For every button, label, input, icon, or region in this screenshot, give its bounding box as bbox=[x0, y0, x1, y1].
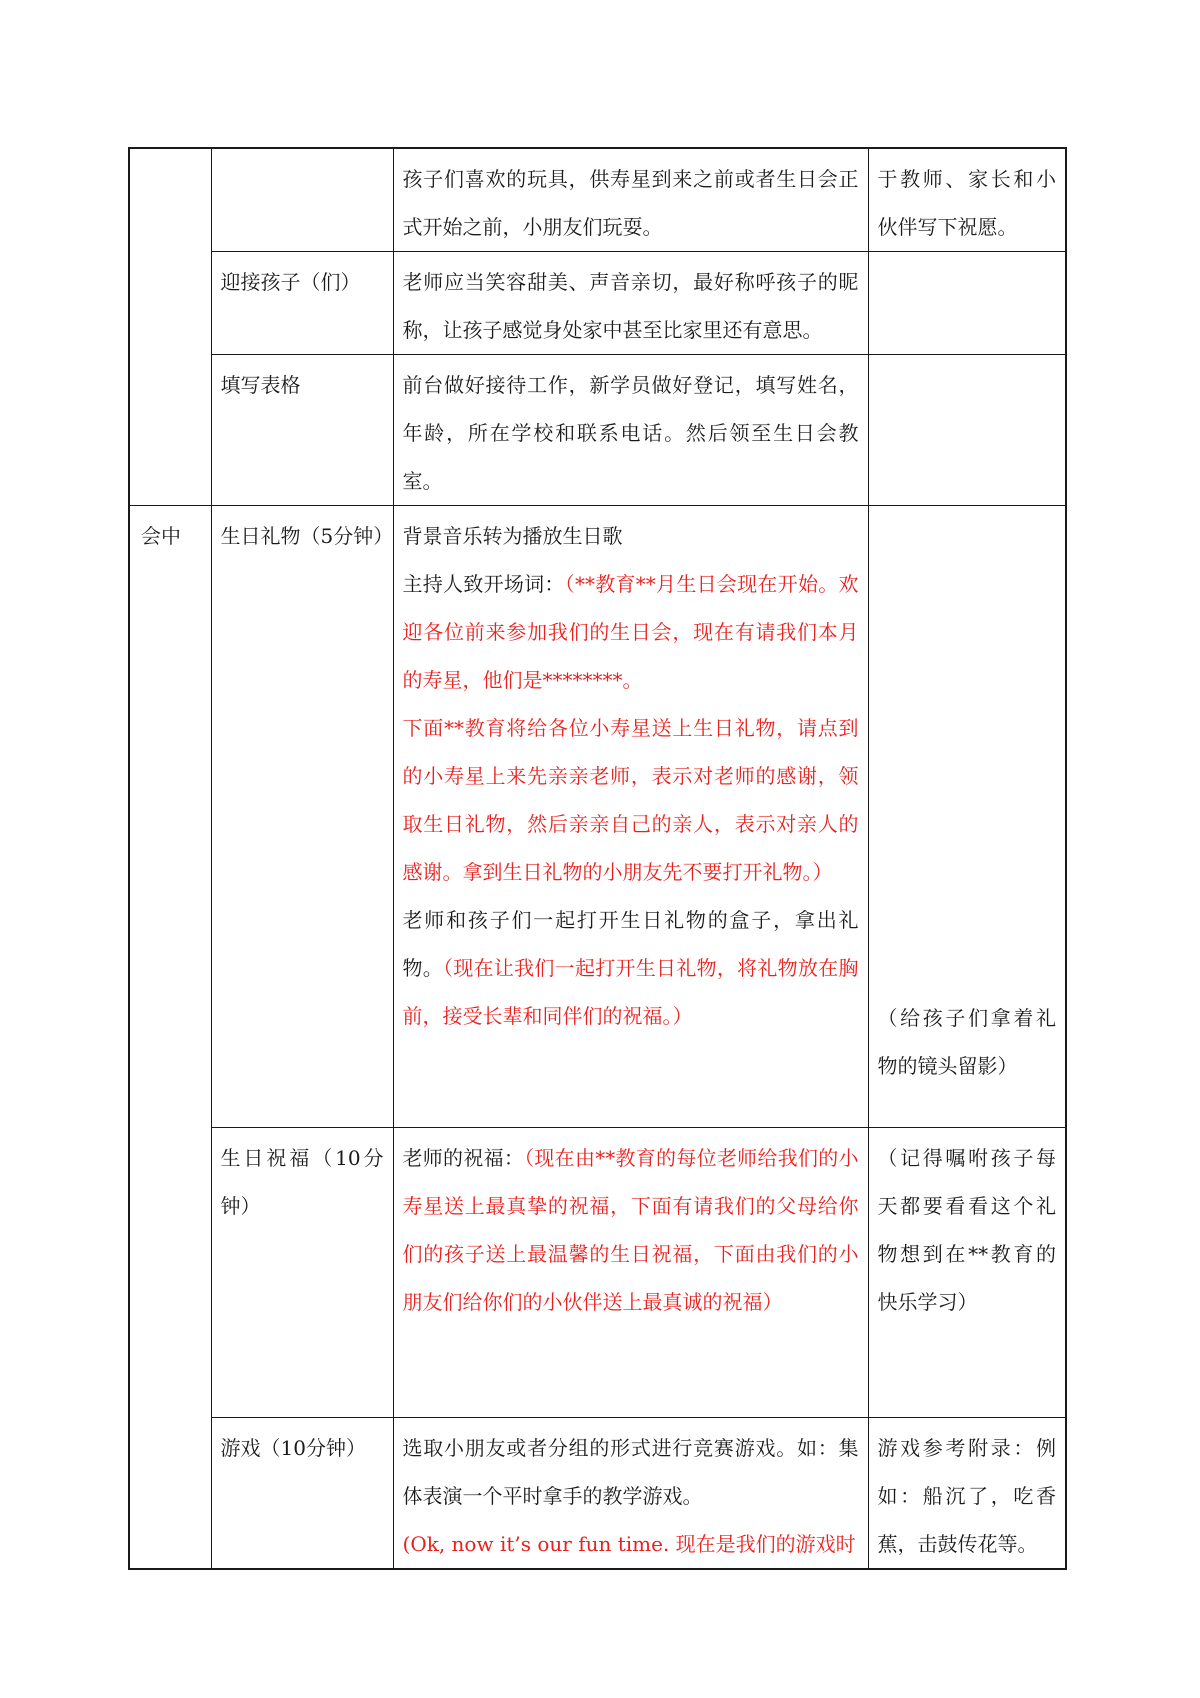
gift-open-text: 老师和孩子们一起打开生日礼物的盒子，拿出礼物。 bbox=[402, 908, 859, 980]
table-row-toys bbox=[129, 148, 1066, 252]
birthday-party-plan-table bbox=[128, 147, 1067, 1570]
game-speech-open: ( bbox=[402, 1532, 411, 1556]
table-row-wish bbox=[129, 1128, 1066, 1418]
table-row-game bbox=[129, 1418, 1066, 1570]
gift-music-line: 背景音乐转为播放生日歌 bbox=[402, 524, 623, 548]
stage-label-main: 会中 bbox=[141, 524, 181, 548]
greet-step-label: 迎接孩子（们） bbox=[220, 270, 361, 294]
toys-description: 孩子们喜欢的玩具，供寿星到来之前或者生日会正式开始之前，小朋友们玩耍。 bbox=[402, 167, 859, 239]
note-cell-toys bbox=[868, 148, 1066, 252]
gift-note: （给孩子们拿着礼物的镜头留影） bbox=[877, 1006, 1056, 1078]
desc-cell-wish bbox=[393, 1128, 868, 1418]
stage-cell-pre-end bbox=[129, 355, 211, 506]
wish-note: （记得嘱咐孩子每天都要看看这个礼物想到在**教育的快乐学习） bbox=[877, 1146, 1056, 1314]
note-spacer bbox=[878, 512, 1057, 994]
stage-cell-pre-cont bbox=[129, 252, 211, 355]
step-cell-toys bbox=[211, 148, 393, 252]
toys-note: 于教师、家长和小伙伴写下祝愿。 bbox=[877, 167, 1056, 239]
note-cell-form bbox=[868, 355, 1066, 506]
desc-cell-greet bbox=[393, 252, 868, 355]
note-cell-game bbox=[868, 1418, 1066, 1570]
game-speech-paragraph bbox=[403, 1520, 859, 1568]
desc-cell-form bbox=[393, 355, 868, 506]
note-cell-gift bbox=[868, 506, 1066, 1128]
step-cell-greet bbox=[211, 252, 393, 355]
table-row-form bbox=[129, 355, 1066, 506]
desc-cell-game bbox=[393, 1418, 868, 1570]
game-speech: Ok, now it’s our fun time. 现在是我们的游戏时 bbox=[410, 1532, 856, 1556]
stage-cell-main-cont bbox=[129, 1128, 211, 1418]
stage-cell-main bbox=[129, 506, 211, 1128]
step-cell-form bbox=[211, 355, 393, 506]
note-cell-greet bbox=[868, 252, 1066, 355]
wish-speech: （现在由**教育的每位老师给我们的小寿星送上最真挚的祝福，下面有请我们的父母给你们的孩子送上最温馨的生日祝福，下面由我们的小朋友们给你们的小伙伴送上最真诚的祝福） bbox=[402, 1146, 859, 1314]
note-cell-wish bbox=[868, 1128, 1066, 1418]
form-step-label: 填写表格 bbox=[220, 373, 301, 397]
stage-cell-main-end bbox=[129, 1418, 211, 1570]
desc-cell-toys bbox=[393, 148, 868, 252]
game-step-label: 游戏（10分钟） bbox=[220, 1436, 366, 1460]
step-cell-game bbox=[211, 1418, 393, 1570]
stage-cell-pre bbox=[129, 148, 211, 252]
table-row-gift bbox=[129, 506, 1066, 1128]
gift-step-label: 生日礼物（5分钟） bbox=[220, 524, 394, 548]
game-note: 游戏参考附录：例如：船沉了，吃香蕉，击鼓传花等。 bbox=[877, 1436, 1056, 1556]
step-cell-wish bbox=[211, 1128, 393, 1418]
greet-description: 老师应当笑容甜美、声音亲切，最好称呼孩子的昵称，让孩子感觉身处家中甚至比家里还有意思。 bbox=[402, 270, 859, 342]
wish-paragraph bbox=[403, 1134, 859, 1326]
form-description: 前台做好接待工作，新学员做好登记，填写姓名，年龄，所在学校和联系电话。然后领至生日会教室。 bbox=[402, 373, 859, 493]
wish-label: 老师的祝福： bbox=[402, 1146, 525, 1170]
gift-host-paragraph bbox=[403, 560, 859, 704]
step-cell-gift bbox=[211, 506, 393, 1128]
gift-open-speech: （现在让我们一起打开生日礼物，将礼物放在胸前，接受长辈和同伴们的祝福。） bbox=[402, 956, 859, 1028]
gift-open-paragraph bbox=[403, 896, 859, 1040]
table-row-greet bbox=[129, 252, 1066, 355]
desc-cell-gift bbox=[393, 506, 868, 1128]
wish-step-label: 生日祝福（10分钟） bbox=[220, 1146, 384, 1218]
gift-speech: 下面**教育将给各位小寿星送上生日礼物，请点到的小寿星上来先亲亲老师，表示对老师的感谢，领取生日礼物，然后亲亲自己的亲人，表示对亲人的感谢。拿到生日礼物的小朋友先不要打开礼物。） bbox=[402, 716, 859, 884]
game-description: 选取小朋友或者分组的形式进行竞赛游戏。如：集体表演一个平时拿手的教学游戏。 bbox=[402, 1436, 859, 1508]
gift-host-speech: （**教育**月生日会现在开始。欢迎各位前来参加我们的生日会，现在有请我们本月的寿星，他们是********。 bbox=[402, 572, 859, 692]
gift-host-label: 主持人致开场词： bbox=[402, 572, 565, 596]
